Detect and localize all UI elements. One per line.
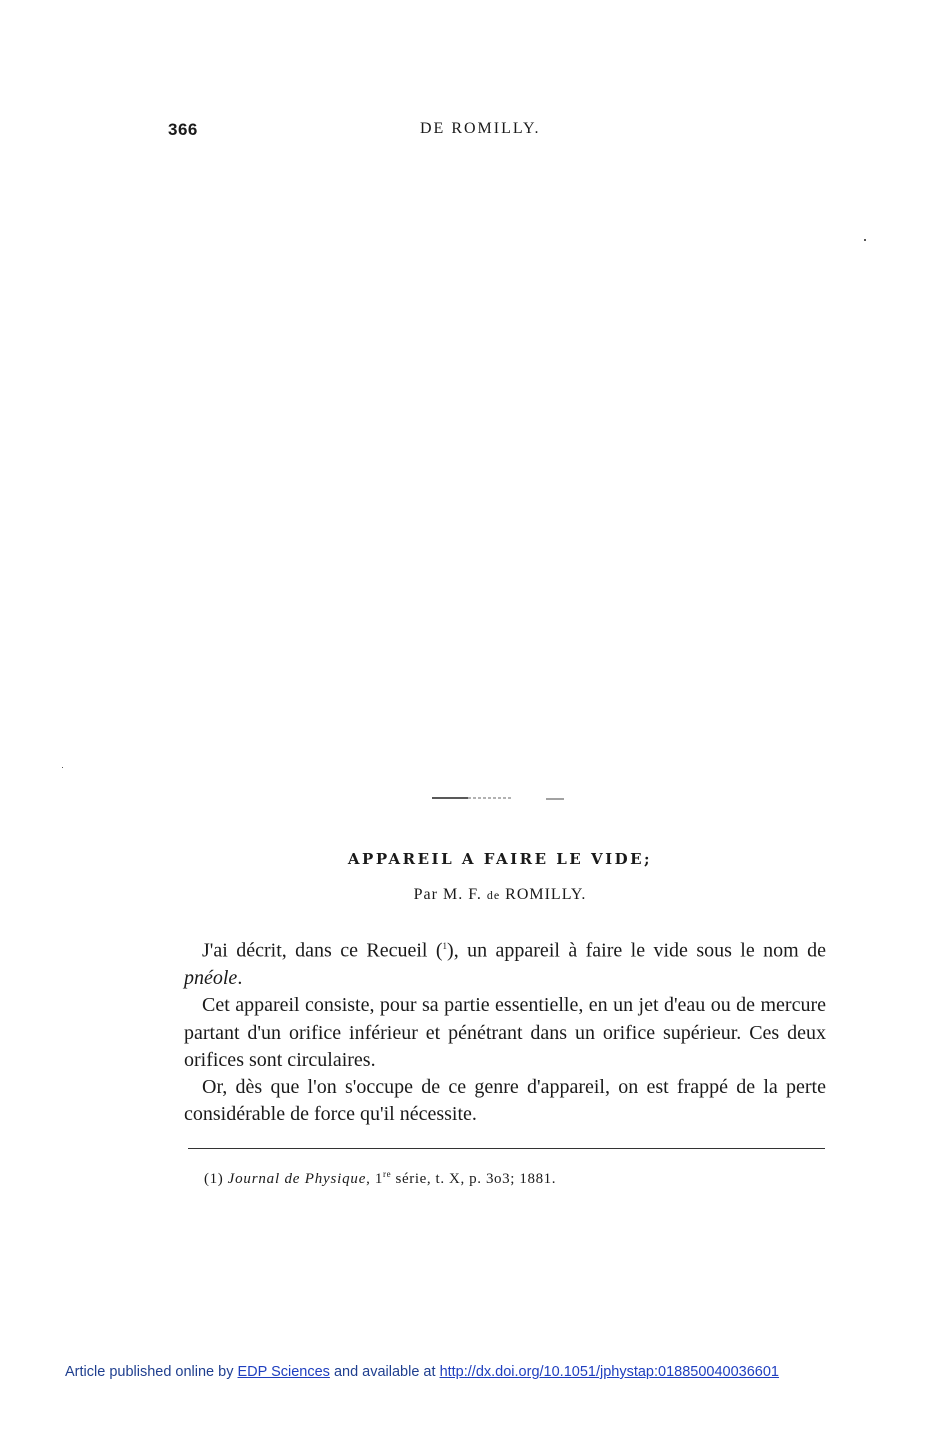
footnote-marker: (1)	[204, 1171, 224, 1187]
byline-surname: ROMILLY.	[505, 886, 587, 903]
paragraph-3: Or, dès que l'on s'occupe de ce genre d'appareil, on est frappé de la perte considérable de force qu'il nécessite.	[184, 1076, 826, 1126]
footnote-ref[interactable]: 1	[442, 941, 448, 951]
footnote: (1) Journal de Physique, 1re série, t. X, p. 3o3; 1881.	[204, 1169, 557, 1187]
paragraph-1: J'ai décrit, dans ce Recueil ($^1$), un appareil à faire le vide sous le nom de pnéole.	[184, 939, 826, 989]
running-head: DE ROMILLY.	[420, 120, 541, 137]
body-text	[184, 933, 826, 1129]
footnote-journal: Journal de Physique	[227, 1171, 367, 1187]
footnote-rule	[188, 1148, 825, 1149]
publisher-line: Article published online by EDP Sciences and available at http://dx.doi.org/10.1051/jphystap:018850040036601	[65, 1364, 779, 1380]
byline-initials: M. F.	[442, 886, 482, 903]
footnote-citation: série, t. X, p. 3o3; 1881.	[391, 1171, 557, 1187]
term-pneole: pnéole	[184, 966, 238, 989]
page-number: 366	[168, 120, 198, 139]
scan-speck	[864, 239, 866, 241]
byline-particle: de	[486, 888, 501, 902]
scan-speck	[62, 767, 63, 768]
byline	[0, 886, 930, 904]
publisher-link[interactable]: EDP Sciences	[237, 1364, 330, 1380]
article-title: APPAREIL A FAIRE LE VIDE;	[347, 850, 653, 868]
byline-par: Par	[413, 886, 438, 903]
separator-ornament	[432, 796, 568, 801]
doi-link[interactable]: http://dx.doi.org/10.1051/jphystap:018850040036601	[439, 1364, 779, 1380]
paragraph-2: Cet appareil consiste, pour sa partie essentielle, en un jet d'eau ou de mercure partant d'un orifice inférieur et pénétrant dans un orifice supérieur. Ces deux orifices sont circulaires.	[184, 994, 826, 1071]
